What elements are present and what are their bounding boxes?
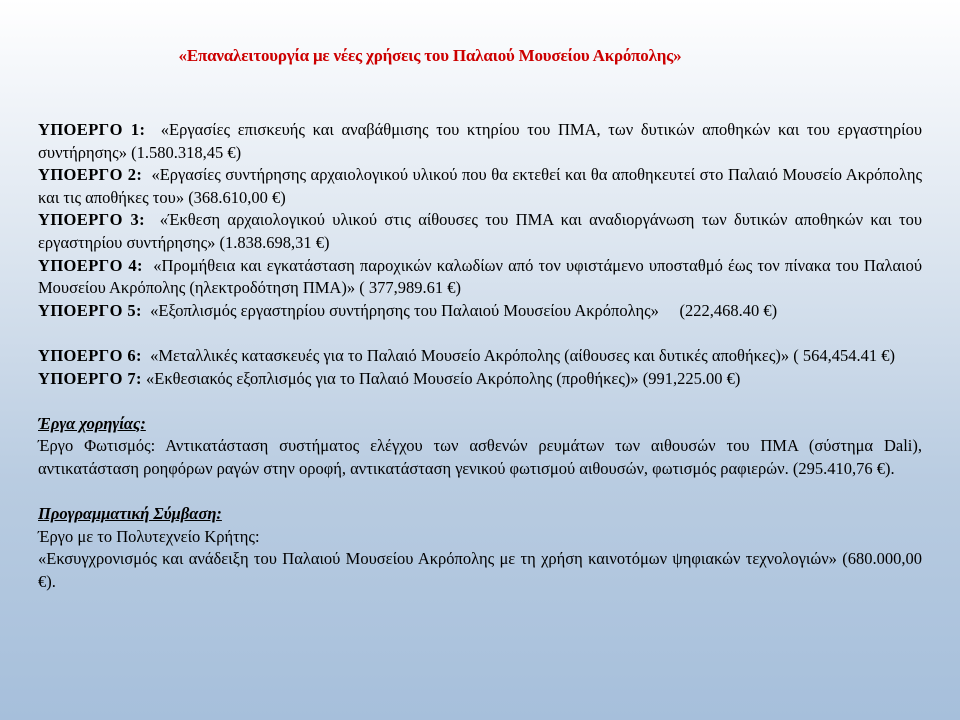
subproject-label: ΥΠΟΕΡΓΟ 6:	[38, 345, 142, 365]
subproject-5	[38, 300, 922, 323]
subproject-description: «Εργασίες επισκευής και αναβάθμισης του κτηρίου του ΠΜΑ, των δυτικών αποθηκών και του εργαστηρίου συντήρησης» (1.580.318,45 €)	[38, 120, 922, 162]
subproject-2	[38, 164, 922, 209]
spacer	[38, 322, 922, 345]
subproject-3	[38, 209, 922, 254]
subproject-description: «Εργασίες συντήρησης αρχαιολογικού υλικού που θα εκτεθεί και θα αποθηκευτεί στο Παλαιό Μουσείο Ακρόπολης και τις αποθήκες του» (368.610,00 €)	[38, 165, 923, 207]
agreement-text: «Εκσυγχρονισμός και ανάδειξη του Παλαιού Μουσείου Ακρόπολης με τη χρήση καινοτόμων ψηφιακών τεχνολογιών» (680.000,00 €).	[38, 549, 922, 591]
subproject-6	[38, 345, 922, 368]
subproject-description: «Εξοπλισμός εργαστηρίου συντήρησης του Παλαιού Μουσείου Ακρόπολης» (222,468.40 €)	[150, 300, 778, 320]
subproject-label: ΥΠΟΕΡΓΟ 5:	[38, 300, 142, 320]
subproject-4	[38, 255, 922, 300]
subproject-description: «Προμήθεια και εγκατάσταση παροχικών καλωδίων από τον υφιστάμενο υποσταθμό έως τον πίνακα του Παλαιού Μουσείου Ακρόπολης (ηλεκτροδότηση ΠΜΑ)» ( 377,989.61 €)	[38, 255, 922, 298]
subproject-label: ΥΠΟΕΡΓΟ 4:	[38, 255, 143, 275]
subproject-7	[38, 368, 922, 391]
spacer	[38, 481, 922, 504]
agreement-heading: Προγραμματική Σύμβαση:	[38, 504, 222, 524]
slide-content	[38, 119, 922, 593]
agreement-partner: Έργο με το Πολυτεχνείο Κρήτης:	[38, 526, 260, 546]
sponsorship-text: Έργο Φωτισμός: Αντικατάσταση συστήματος ελέγχου των ασθενών ρευμάτων των αιθουσών του ΠΜΑ (σύστημα Dali), αντικατάσταση ροηφόρων ραγών στην οροφή, αντικατάσταση γενικού φωτισμού αιθουσών, φωτισμός ραφιερών. (295.410,76 €).	[38, 436, 922, 478]
slide-title: «Επαναλειτουργία με νέες χρήσεις του Παλαιού Μουσείου Ακρόπολης»	[178, 46, 682, 65]
subproject-label: ΥΠΟΕΡΓΟ 2:	[38, 165, 143, 185]
subproject-label: ΥΠΟΕΡΓΟ 3:	[38, 210, 146, 230]
subproject-description: «Έκθεση αρχαιολογικού υλικού στις αίθουσες του ΠΜΑ και αναδιοργάνωση των δυτικών αποθηκών και του εργαστηρίου συντήρησης» (1.838.698,31 €)	[38, 210, 923, 252]
subproject-label: ΥΠΟΕΡΓΟ 1:	[38, 120, 146, 139]
subproject-description: «Μεταλλικές κατασκευές για το Παλαιό Μουσείο Ακρόπολης (αίθουσες και δυτικές αποθήκες)» ( 564,454.41 €)	[150, 345, 895, 365]
subproject-1	[38, 119, 922, 164]
sponsorship-heading: Έργα χορηγίας:	[38, 413, 146, 433]
subproject-description: «Εκθεσιακός εξοπλισμός για το Παλαιό Μουσείο Ακρόπολης (προθήκες)» (991,225.00 €)	[146, 368, 741, 388]
subproject-label: ΥΠΟΕΡΓΟ 7:	[38, 368, 142, 388]
spacer	[38, 390, 922, 413]
